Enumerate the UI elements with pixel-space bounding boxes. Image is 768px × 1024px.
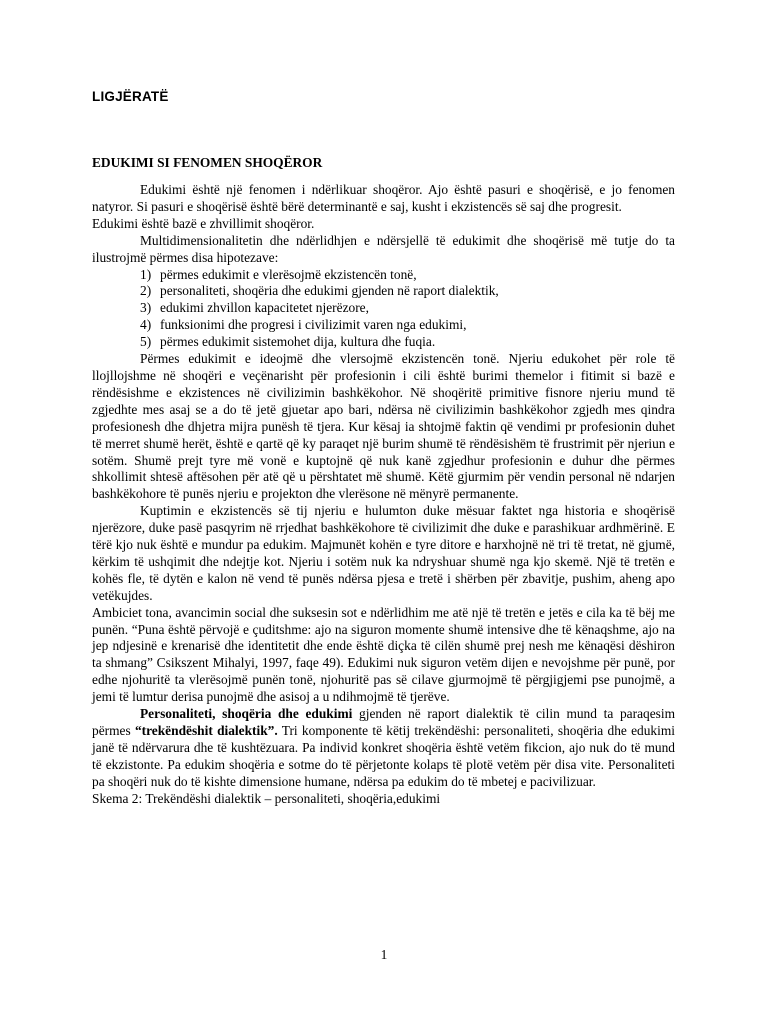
paragraph-6: Ambiciet tona, avancimin social dhe suksesin sot e ndërlidhim me atë një të tretën e jetës e cila ka të bëj me punën. “Puna është përvojë e çuditshme: ajo na siguron momente shumë intensive dhe të kënaqshme, ajo na jep ndjesinë e krenarisë dhe identitetit dhe ende është diçka të cilën shumë prej nesh me kënaqësi dëshiron ta shmang” Csikszent Mihalyi, 1997, faqe 49). Edukimi nuk siguron vetëm dijen e nevojshme për punë, por edhe njohuritë ta vlerësojmë punën tonë, njohuritë pas së cilave gjurmojmë të përgjigjemi pse punojmë, a jemi të lumtur derisa punojmë dhe asisoj a u ndihmojmë të tjerëve. — [92, 604, 675, 705]
hypotheses-list — [92, 267, 675, 352]
list-item: 5) përmes edukimit sistemohet dija, kultura dhe fuqia. — [140, 334, 436, 350]
bold-phrase: Personaliteti, shoqëria dhe edukimi — [140, 706, 353, 722]
section-title: EDUKIMI SI FENOMEN SHOQËROR — [92, 155, 323, 170]
page-number: 1 — [380, 947, 388, 962]
lecture-heading: LIGJËRATË — [92, 89, 169, 104]
list-item: 2) personaliteti, shoqëria dhe edukimi gjenden në raport dialektik, — [140, 283, 499, 299]
paragraph-7: Personaliteti, shoqëria dhe edukimi gjenden në raport dialektik të cilin mund ta paraqesim përmes “trekëndëshit dialektik”. Tri komponente të këtij trekëndëshi: personaliteti, shoqëria dhe edukimi janë të ndërvarura dhe të kushtëzuara. Pa individ konkret shoqëria është vetëm fikcion, ajo nuk do të mund të ekzistonte. Pa edukim shoqëria e sotme do të përjetonte kolaps të plotë vetëm për disa vite. Personaliteti pa shoqëri nuk do të kishte dimensione humane, ndërsa pa edukim do të mbetej e pacivilizuar. — [92, 706, 675, 789]
body-text — [92, 182, 675, 808]
paragraph-4: Përmes edukimit e ideojmë dhe vlersojmë ekzistencën tonë. Njeriu edukohet për role të llojllojshme në shoqëri e veçënarisht për profesionin i cili është burimi themelor i fitimit si bazë e rëndësishme e ekzistences në civilizimin bashkëkohor. Në shoqëritë primitive fisnore njeriu mund të zgjedhte mes asaj se a do të jetë gjuetar apo bari, ndërsa në civilizimin bashkëkohor zgjedh mes qindra profesionesh dhe dhjetra mijra punësh të tjera. Kur kësaj ia shtojmë faktin që vendimi pr profesionin duhet të merret shumë herët, është e qartë që ky paraqet një burim shumë të rëndësishëm të frustrimit për njeriun e sotëm. Shumë prejt tyre më vonë e kuptojnë që nuk kanë zgjedhur profesionin e duhur dhe përmes shkollimit shtesë aftësohen për atë që u përshtatet më shumë. Këtë gjurmim për vendin personal në ndarjen bashkëkohore të punës njeriu e projekton dhe vlerësone në mënyrë permanente. — [92, 351, 675, 502]
figure-caption: Skema 2: Trekëndëshi dialektik – personaliteti, shoqëria,edukimi — [92, 790, 441, 806]
list-item: 4) funksionimi dhe progresi i civilizimit varen nga edukimi, — [140, 317, 467, 333]
bold-phrase: “trekëndëshit dialektik”. — [134, 723, 278, 738]
paragraph-5: Kuptimin e ekzistencës së tij njeriu e hulumton duke mësuar faktet nga historia e shoqërisë njerëzore, duke pasë pasqyrim në rrjedhat bashkëkohore të civilizimit dhe duke e parashikuar ardhmërinë. E tërë kjo nuk është e mundur pa edukim. Majmunët kohën e tyre ditore e harxhojnë në tri të tretat, në gjumë, kërkim të ushqimit dhe ndejtje kot. Njeriu i sotëm nuk ka ndryshuar shumë nga kjo skemë. Një të tretën e kohës fle, të dytën e kalon në vend të punës ndërsa pjesa e tretë i shërben për zbavitje, pushim, aheng apo vetëkujdes. — [92, 503, 675, 603]
paragraph-2: Edukimi është bazë e zhvillimit shoqëror. — [92, 215, 315, 231]
paragraph-3: Multidimensionalitetin dhe ndërlidhjen e ndërsjellë të edukimit dhe shoqërisë më tutje do ta ilustrojmë përmes disa hipotezave: — [92, 232, 675, 265]
list-item: 3) edukimi zhvillon kapacitetet njerëzore, — [140, 300, 369, 316]
paragraph-1: Edukimi është një fenomen i ndërlikuar shoqëror. Ajo është pasuri e shoqërisë, e jo fenomen natyror. Si pasuri e shoqërisë është bërë determinantë e saj, kusht i ekzistencës së saj dhe progresit. — [92, 182, 675, 214]
list-item: 1) përmes edukimit e vlerësojmë ekzistencën tonë, — [140, 266, 417, 282]
